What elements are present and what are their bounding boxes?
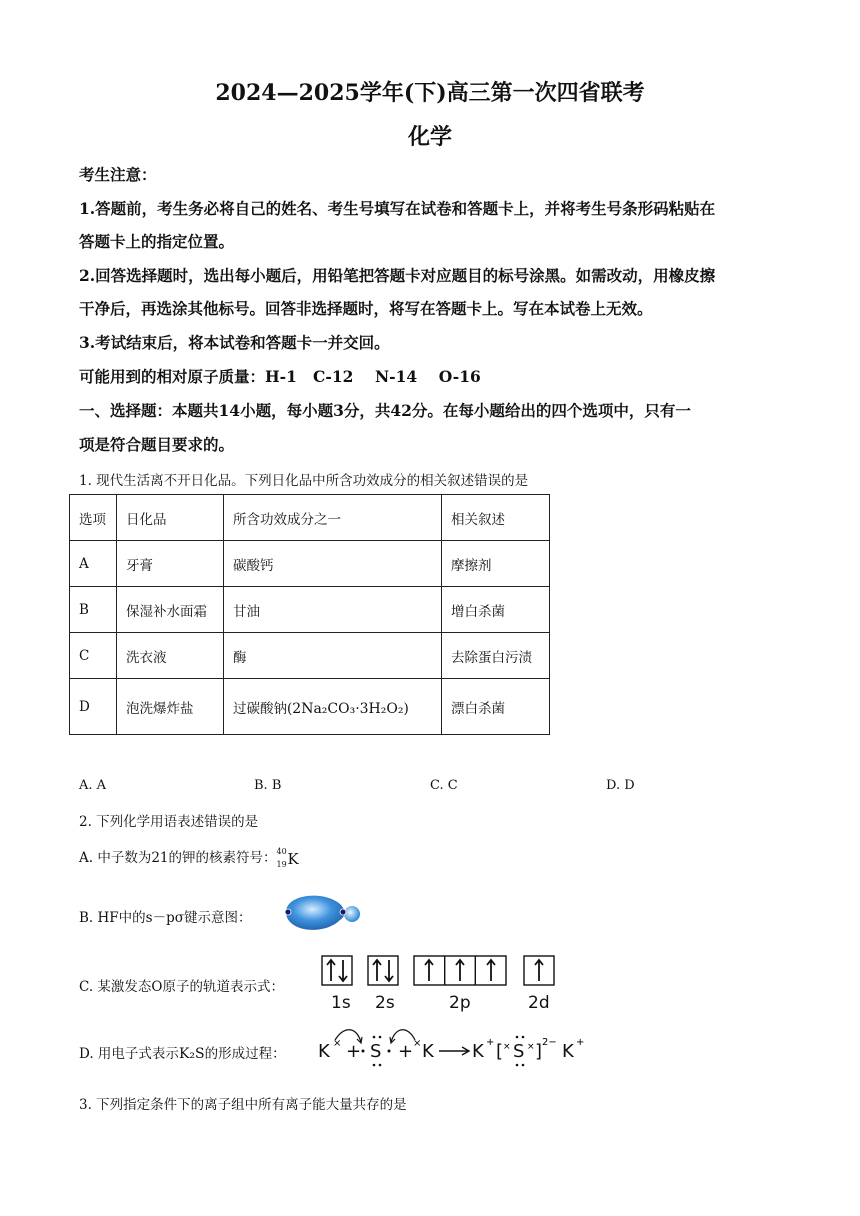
notice-item-2-line-1: 2.回答选择题时，选出每小题后，用铅笔把答题卡对应题目的标号涂黑。如需改动，用橡皮擦 [79, 266, 716, 285]
orbital-label-1s: 1s [331, 993, 351, 1013]
ingredient-prefix: 过碳酸钠( [233, 700, 293, 717]
table-row [70, 541, 550, 587]
q2-option-a[interactable] [79, 846, 305, 871]
table-cell-desc: 去除蛋白污渍 [442, 633, 550, 679]
q2-option-b[interactable] [79, 906, 251, 926]
q2-option-d[interactable] [79, 1042, 286, 1062]
ingredient-formula: 2Na₂CO₃·3H₂O₂ [292, 700, 404, 717]
table-cell-desc: 增白杀菌 [442, 587, 550, 633]
table-cell-product: 牙膏 [117, 541, 224, 587]
section-1-line-1: 一、选择题：本题共14小题，每小题3分，共42分。在每小题给出的四个选项中，只有一 [79, 401, 691, 420]
orbital-label-2d: 2d [528, 993, 550, 1013]
svg-text:[: [ [496, 1041, 504, 1062]
q2-stem: 2. 下列化学用语表述错误的是 [79, 814, 259, 830]
table-cell-desc: 摩擦剂 [442, 541, 550, 587]
section-1-line-2: 项是符合题目要求的。 [79, 435, 235, 454]
svg-text:K: K [562, 1041, 574, 1062]
orbital-diagram [318, 952, 562, 1014]
svg-text:S: S [370, 1041, 382, 1062]
svg-text:×: × [333, 1038, 342, 1049]
table-header-cell: 日化品 [117, 495, 224, 541]
q1-stem: 1. 现代生活离不开日化品。下列日化品中所含功效成分的相关叙述错误的是 [79, 473, 529, 489]
svg-text:S: S [513, 1041, 525, 1062]
table-cell-product: 泡洗爆炸盐 [117, 679, 224, 735]
svg-text:+: + [486, 1037, 495, 1048]
q1-table [69, 494, 550, 735]
q1-option-d[interactable]: D. D [606, 778, 635, 793]
s-p-sigma-bond-diagram [272, 890, 364, 940]
table-cell-option: B [70, 587, 117, 633]
nuclide-symbol [277, 847, 305, 871]
nuclide-mass: 40 [276, 846, 287, 856]
svg-text:×: × [527, 1042, 535, 1052]
table-header-cell: 选项 [70, 495, 117, 541]
svg-text:+: + [346, 1041, 362, 1062]
ingredient-suffix: ) [403, 700, 409, 717]
table-cell-ingredient: 甘油 [224, 587, 442, 633]
table-cell-option: A [70, 541, 117, 587]
table-cell-ingredient [224, 679, 442, 735]
orbital-box-1s [322, 956, 352, 985]
table-row [70, 679, 550, 735]
table-cell-ingredient: 酶 [224, 633, 442, 679]
table-cell-option: C [70, 633, 117, 679]
table-cell-desc: 漂白杀菌 [442, 679, 550, 735]
table-cell-product: 洗衣液 [117, 633, 224, 679]
svg-text:K: K [472, 1041, 484, 1062]
q2-option-b-bond: s－pσ [145, 910, 184, 926]
notice-item-3: 3.考试结束后，将本试卷和答题卡一并交回。 [79, 333, 390, 352]
q1-option-c[interactable]: C. C [430, 778, 458, 793]
exam-title: 2024—2025学年(下)高三第一次四省联考 [215, 80, 645, 106]
table-header-cell: 相关叙述 [442, 495, 550, 541]
q1-option-b[interactable]: B. B [254, 778, 282, 793]
notice-heading: 考生注意： [79, 165, 157, 184]
notice-item-1-line-2: 答题卡上的指定位置。 [79, 232, 235, 251]
svg-text:+: + [576, 1037, 585, 1048]
electron-formula-diagram [316, 1024, 592, 1074]
svg-text:×: × [413, 1038, 422, 1049]
svg-text:2−: 2− [542, 1037, 557, 1048]
q3-stem: 3. 下列指定条件下的离子组中所有离子能大量共存的是 [79, 1097, 407, 1113]
table-cell-product: 保湿补水面霜 [117, 587, 224, 633]
subject-title: 化学 [407, 124, 452, 150]
table-header-cell: 所含功效成分之一 [224, 495, 442, 541]
notice-item-2-line-2: 干净后，再选涂其他标号。回答非选择题时，将写在答题卡上。写在本试卷上无效。 [79, 299, 653, 318]
q2-option-d-prefix: D. 用电子式表示 [79, 1046, 179, 1062]
nuclide-z: 19 [276, 859, 287, 869]
atomic-masses: 可能用到的相对原子质量：H-1 C-12 N-14 O-16 [79, 367, 481, 386]
table-row [70, 587, 550, 633]
orbital-box-2s [368, 956, 398, 985]
q2-option-d-suffix: 的形成过程： [204, 1046, 286, 1062]
notice-item-1-line-1: 1.答题前，考生务必将自己的姓名、考生号填写在试卷和答题卡上，并将考生号条形码粘贴在 [79, 199, 716, 218]
q2-option-b-suffix: 键示意图： [183, 910, 252, 926]
table-row [70, 633, 550, 679]
orbital-label-2s: 2s [375, 993, 395, 1013]
svg-text:]: ] [535, 1041, 543, 1062]
q2-option-c[interactable]: C. 某激发态O原子的轨道表示式： [79, 979, 284, 995]
svg-text:K: K [422, 1041, 434, 1062]
table-cell-option: D [70, 679, 117, 735]
orbital-label-2p: 2p [449, 993, 471, 1013]
table-cell-ingredient: 碳酸钙 [224, 541, 442, 587]
svg-text:×: × [503, 1042, 511, 1052]
table-header-row [70, 495, 550, 541]
svg-text:K: K [318, 1041, 330, 1062]
nuclide-element: K [287, 849, 299, 868]
q2-option-b-prefix: B. HF中的 [79, 910, 146, 926]
q2-option-a-text: A. 中子数为21的钾的核素符号： [79, 850, 277, 866]
q2-option-d-formula: K₂S [178, 1046, 205, 1062]
q1-option-a[interactable]: A. A [79, 778, 107, 793]
svg-text:+: + [398, 1041, 414, 1062]
